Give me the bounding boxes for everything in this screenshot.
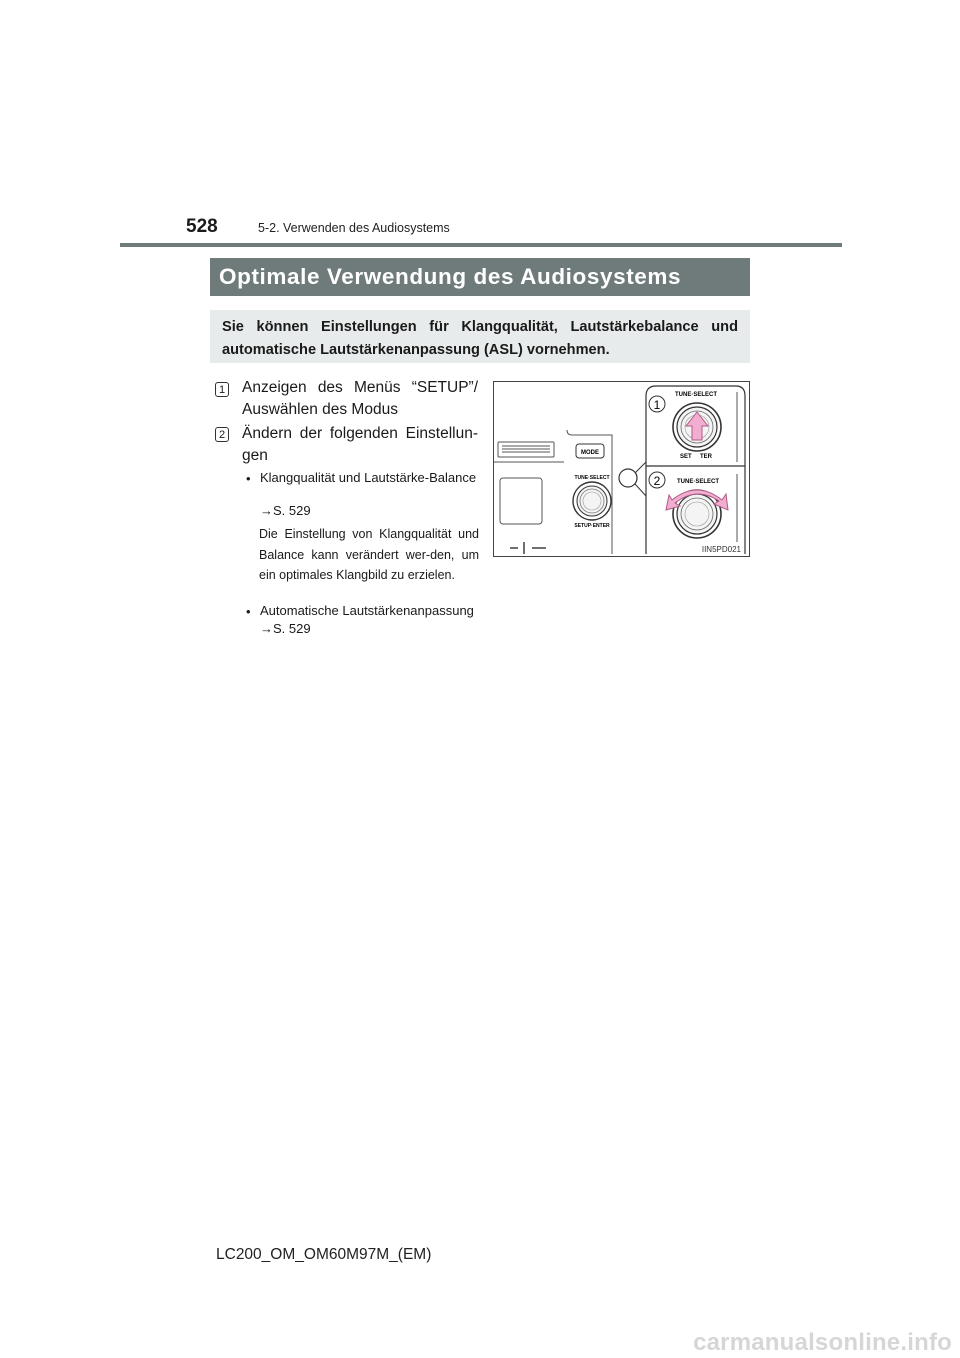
watermark: carmanualsonline.info [693,1329,952,1356]
intro-box [210,310,750,363]
step-2-text: Ändern der folgenden Einstellun-gen [242,425,478,464]
audio-panel-illustration [494,382,749,556]
step-1-text: Anzeigen des Menüs “SETUP”/ Auswählen des Modus [242,379,478,418]
figure-code: IIN5PD021 [701,545,741,554]
zoom-setup-enter-label: SET TER [679,454,713,460]
callout-2-number: 2 [653,474,661,488]
step-1-badge: 1 [215,382,229,397]
bullet-1-ref[interactable]: →S. 529 [260,503,311,518]
setup-enter-label: SETUP·ENTER [574,523,610,529]
cd-slot [498,442,554,457]
tune-select-label: TUNE·SELECT [574,475,610,481]
page-number: 528 [186,216,218,237]
small-knob [573,482,611,520]
callout-ring [619,469,637,487]
section-title: 5-2. Verwenden des Audiosystems [258,221,450,235]
callout-1-number: 1 [653,398,661,412]
audio-control-figure [493,381,750,557]
mode-label: MODE [581,450,599,456]
callout-line-bottom [635,484,646,496]
zoom-tune-select-label: TUNE·SELECT [675,392,717,398]
footer-doc-id: LC200_OM_OM60M97M_(EM) [216,1246,432,1263]
header-rule [120,243,842,247]
callout-line-top [635,462,646,473]
step-2-badge: 2 [215,427,229,442]
page-heading: Optimale Verwendung des Audiosystems [210,258,750,296]
zoom-tune-select-label-2: TUNE·SELECT [677,479,719,485]
bullet-1-text: Klangqualität und Lautstärke-Balance [260,470,477,485]
display-screen [500,478,542,524]
bullet-1-marker: • [246,471,251,486]
bullet-2-text: Automatische Lautstärkenanpassung [260,603,474,618]
bullet-1-note: Die Einstellung von Klangqualität und Balance kann verändert wer-den, um ein optimales Klangbild zu erzielen. [259,527,479,582]
bullet-2-ref[interactable]: →S. 529 [260,621,311,636]
bullet-2-marker: • [246,604,251,619]
intro-text: Sie können Einstellungen für Klangqualität, Lautstärkebalance und automatische Lautstärkenanpassung (ASL) vornehmen. [222,319,738,358]
